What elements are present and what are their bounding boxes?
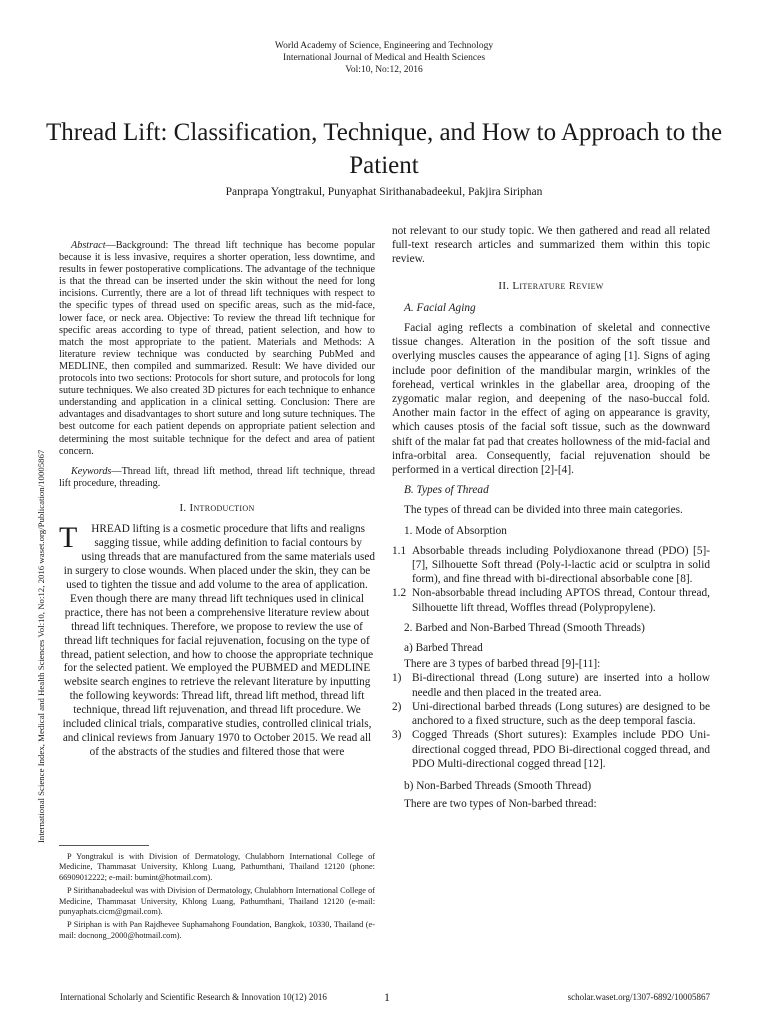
list-text: Cogged Threads (Short sutures): Examples include PDO Uni-directional cogged thread, PDO Bi-directional cogged thread, and PDO Multi-directional cogged thread [12].	[412, 729, 710, 770]
subsection-facial-aging: A. Facial Aging	[404, 301, 476, 314]
keywords	[59, 466, 375, 490]
section-title: Literature Review	[512, 279, 604, 292]
list-item	[392, 700, 710, 728]
barbed-heading: 2. Barbed and Non-Barbed Thread (Smooth Threads)	[404, 621, 645, 634]
header-line-2: International Journal of Medical and Health Sciences	[282, 53, 486, 63]
section-numeral: I.	[179, 501, 187, 514]
footnote: P Siriphan is with Pan Rajdhevee Suphamahong Foundation, Bangkok, 10330, Thailand (e-mail: docnong_2000@hotmail.com).	[59, 920, 375, 940]
side-citation: International Science Index, Medical and Health Sciences Vol:10, No:12, 2016 waset.org/Publication/10005867	[36, 449, 46, 843]
list-item	[392, 728, 710, 771]
list-text: Uni-directional barbed threads (Long sutures) are designed to be anchored to a fixed structure, such as the deep temporal fascia.	[412, 700, 710, 728]
continued-paragraph: not relevant to our study topic. We then gathered and read all related full-text research articles and summarized them within this topic review.	[392, 225, 710, 266]
right-column	[392, 224, 710, 811]
list-text: Absorbable threads including Polydioxanone thread (PDO) [5]-[7], Silhouette Soft thread (Poly-l-lactic acid or sculptra in solid form), and fine thread with bi-directional absorbable cone [8].	[412, 544, 710, 586]
journal-header	[0, 40, 768, 76]
abstract	[59, 240, 375, 458]
list-item	[392, 586, 710, 614]
header-line-3: Vol:10, No:12, 2016	[345, 65, 423, 75]
non-barbed-subheading: b) Non-Barbed Threads (Smooth Thread)	[404, 779, 592, 792]
page-number: 1	[384, 990, 390, 1004]
barbed-thread-subheading: a) Barbed Thread	[404, 642, 483, 655]
section-numeral: II.	[498, 279, 510, 292]
list-text: Non-absorbable thread including APTOS thread, Contour thread, Silhouette lift thread, Woffles thread (Polypropylene).	[412, 587, 710, 614]
drop-cap: T	[59, 521, 78, 555]
facial-aging-paragraph: Facial aging reflects a combination of skeletal and connective tissue changes. Alteration in the position of the soft tissue and overlying muscles causes the appearance of aging [1]. Signs of aging include poor definition of the mandibular margin, wrinkles of the forehead, vertical wrinkles in the glabellar area, drooping of the zygomatic malar region, and deepening of the naso-buccal fold. Another main factor in the effect of aging on appearance is gravity, which causes ptosis of the facial soft tissue, such as the downward shift of the malar fat pad that creates hollowness of the mid-facial and infra-orbital area. Consequently, facial rejuvenation should be performed in a vertical direction [2]-[4].	[392, 322, 710, 477]
footer-publisher: International Scholarly and Scientific Research & Innovation 10(12) 2016	[60, 992, 327, 1002]
list-number: 2)	[392, 700, 402, 713]
abstract-label: Abstract	[71, 240, 106, 251]
subsection-types-of-thread: B. Types of Thread	[404, 484, 489, 497]
footnote-rule	[59, 845, 149, 846]
abstract-text: —Background: The thread lift technique has become popular because it is less invasive, requires a shorter operation, less downtime, and results in fewer postoperative complications. The advantage of the technique is that the thread can be inserted under the skin without the need for long incisions. Currently, there are a lot of thread lift techniques with respect to the specific types of thread used on specific areas, such as the mid-face, lower face, or neck area. Objective: To review the thread lift technique for specific areas according to type of thread, patient selection, and how to match the most appropriate to the patient. Materials and Methods: A literature review technique was conducted by searching PubMed and MEDLINE, then compiled and summarized. Result: We have divided our protocols into two sections: Protocols for short suture, and protocols for long suture techniques. We also created 3D pictures for each technique to enhance understanding and application in a clinical setting. Conclusion: There are advantages and disadvantages to short suture and long suture techniques. The best outcome for each patient depends on appropriate patient selection and determining the most suitable technique for the defect and area of patient concern.	[59, 240, 375, 457]
author-list: Panprapa Yongtrakul, Punyaphat Sirithanabadeekul, Pakjira Siriphan	[225, 186, 543, 198]
introduction-paragraph	[59, 523, 375, 759]
list-item	[392, 544, 710, 587]
keywords-label: Keywords	[71, 465, 112, 477]
barbed-intro: There are 3 types of barbed thread [9]-[11]:	[404, 658, 601, 671]
section-heading-introduction	[59, 502, 375, 516]
types-intro-paragraph: The types of thread can be divided into three main categories.	[404, 504, 683, 517]
list-text: Bi-directional thread (Long suture) are inserted into a hollow needle and then placed in the treated area.	[412, 672, 710, 699]
mode-of-absorption-heading: 1. Mode of Absorption	[404, 524, 507, 537]
footnotes	[59, 852, 375, 944]
non-barbed-paragraph: There are two types of Non-barbed thread:	[404, 798, 597, 811]
section-title: Introduction	[189, 501, 255, 514]
left-column	[59, 240, 375, 760]
list-number: 3)	[392, 729, 402, 742]
footnote: P Sirithanabadeekul was with Division of Dermatology, Chulabhorn International College of Medicine, Thammasat University, Khlong Luang, Pathumthani, Thailand 12120 (e-mail: punyaphats.cicm@gmail.com).	[59, 886, 375, 917]
paper-title: Thread Lift: Classification, Technique, and How to Approach to the Patient	[45, 119, 723, 179]
list-number: 1)	[392, 672, 402, 685]
header-line-1: World Academy of Science, Engineering and Technology	[274, 41, 494, 51]
keywords-text: —Thread lift, thread lift method, thread lift technique, thread lift procedure, threading.	[59, 465, 375, 489]
footer-url: scholar.waset.org/1307-6892/10005867	[567, 992, 710, 1002]
introduction-text: HREAD lifting is a cosmetic procedure that lifts and realigns sagging tissue, while adding definition to facial contours by using threads that are manufactured from the same materials used in surgery to close wounds. When placed under the skin, they can be used to tighten the tissue and add volume to the area of application. Even though there are many thread lift techniques used in clinical practice, there has not been a comprehensive literature review about thread lift techniques. Therefore, we propose to review the use of thread lift techniques for facial rejuvenation, focusing on the type of thread, patient selection, and how to choose the appropriate technique for the selected patient. We employed the PUBMED and MEDLINE website search engines to retrieve the relevant literature by inputting the following keywords: Thread lift, thread lift method, thread lift technique, thread lift rejuvenation, and thread lift procedure. We included clinical trials, comparative studies, controlled clinical trials, and clinical reviews from January 1970 to October 2015. We read all of the abstracts of the studies and filtered those that were	[60, 523, 375, 758]
list-number: 1.1	[392, 544, 407, 557]
list-number: 1.2	[392, 587, 407, 600]
section-heading-literature-review	[392, 279, 710, 293]
list-item	[392, 671, 710, 699]
footnote: P Yongtrakul is with Division of Dermatology, Chulabhorn International College of Medicine, Thammasat University, Khlong Luang, Pathumthani, Thailand 12120 (phone: 66909012222; e-mail: bumint@hotmail.com).	[59, 852, 375, 882]
